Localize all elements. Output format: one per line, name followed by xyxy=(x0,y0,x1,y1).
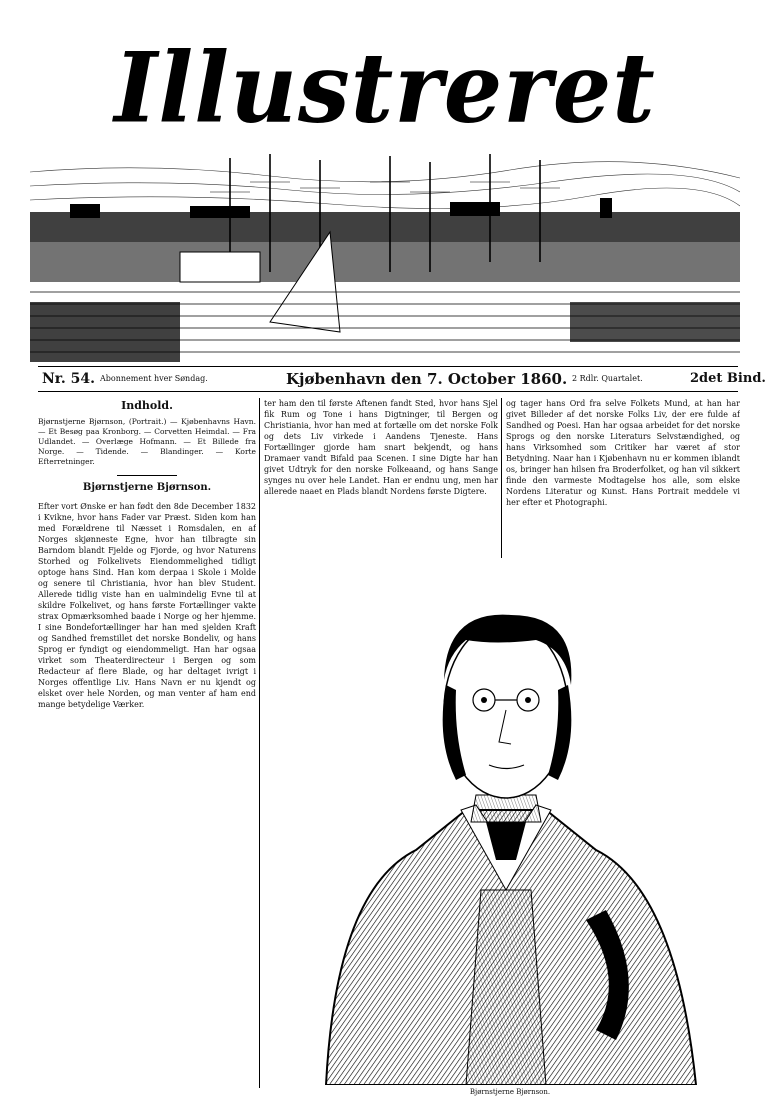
masthead-title xyxy=(30,19,740,158)
article-text-right: og tager hans Ord fra selve Folkets Mund, at han har givet Billeder af det norske Folks Liv, der ere fulde af Sandhed og Poesi. Han har ogsaa arbeidet for det norske Sprogs og den norske Literaturs Selvstændighed, og hans Virksomhed som Critiker har været af stor Betydning. Naar han i Kjøbenhavn nu er kommen iblandt os, bringer han hilsen fra Broderfolket, og han vil sikkert finde den varmeste Modtagelse hos alle, som elske Nordens Literatur og Kunst. Hans Portrait meddele vi her efter et Photographi. xyxy=(506,399,740,507)
dateline-bar xyxy=(38,366,766,392)
masthead-title-text: Illustreret xyxy=(114,31,656,145)
portrait-caption: Bjørnstjerne Bjørnson. xyxy=(469,1088,551,1096)
column-rule-right xyxy=(501,398,502,558)
right-column-text xyxy=(506,398,740,554)
article-title: Bjørnstjerne Bjørnson. xyxy=(82,482,212,493)
issue-number: Nr. 54. xyxy=(42,371,95,387)
divider xyxy=(117,475,177,476)
place-and-date: Kjøbenhavn den 7. October 1860. xyxy=(286,370,568,388)
price-note: 2 Rdlr. Quartalet. xyxy=(572,374,643,383)
middle-column-text xyxy=(264,398,498,554)
contents-heading: Indhold. xyxy=(121,399,173,412)
portrait-engraving xyxy=(296,560,716,1085)
left-column xyxy=(38,398,256,1088)
article-text-left: Efter vort Ønske er han født den 8de December 1832 i Kvikne, hvor hans Fader var Præst. Siden kom han med Forældrene til Næsset i Romsdalen, en af Norges skjønneste Egne, hvor han tilbragte sin Barndom blandt Fjelde og Fjorde, og hvor Naturens Storhed og Folkelivets Eiendommelighed tidligt optoge hans Sind. Han kom derpaa i Skole i Molde og senere til Christiania, hvor han blev Student. Allerede tidlig viste han en ualmindelig Evne til at skildre Folkelivet, og hans første Fortællinger vakte strax Opmærksomhed baade i Norge og her hjemme. I sine Bondefortællinger har han med sjelden Kraft og Sandhed fremstillet det norske Bondeliv, og hans Sprog er fyndigt og eiendommeligt. Han har ogsaa virket som Theaterdirecteur i Bergen og som Redacteur af flere Blade, og har deltaget ivrigt i Norges offentlige Liv. Hans Navn er nu kjendt og elsket over hele Norden, og man venter af ham end mange betydelige Værker. xyxy=(38,502,256,709)
volume-number: 2det Bind. xyxy=(690,371,766,386)
contents-list: Bjørnstjerne Bjørnson, (Portrait.) — Kjøbenhavns Havn. — Et Besøg paa Kronborg. — Corvetten Heimdal. — Fra Udlandet. — Overlæge Hofmann. — Et Billede fra Norge. — Tidende. — Blandinger. — Korte Efterretninger. xyxy=(38,417,256,466)
subscription-note: Abonnement hver Søndag. xyxy=(100,374,208,383)
harbour-engraving xyxy=(30,152,740,362)
article-text-middle: ter ham den til første Aftenen fandt Sted, hvor hans Sjel fik Rum og Tone i hans Digtninger, til Bergen og Christiania, hvor han med at fortælle om det norske Folk og dets Liv virkede i Aandens Tjeneste. Hans Fortællinger gjorde ham snart bekjendt, og hans Dramaer vandt Bifald paa Scenen. I sine Digte har han givet Udtryk for den norske Folkeaand, og hans Sange synges nu over hele Landet. Han er endnu ung, men har allerede naaet en Plads blandt Nordens første Digtere. xyxy=(264,399,498,496)
column-rule-left xyxy=(259,398,260,1088)
